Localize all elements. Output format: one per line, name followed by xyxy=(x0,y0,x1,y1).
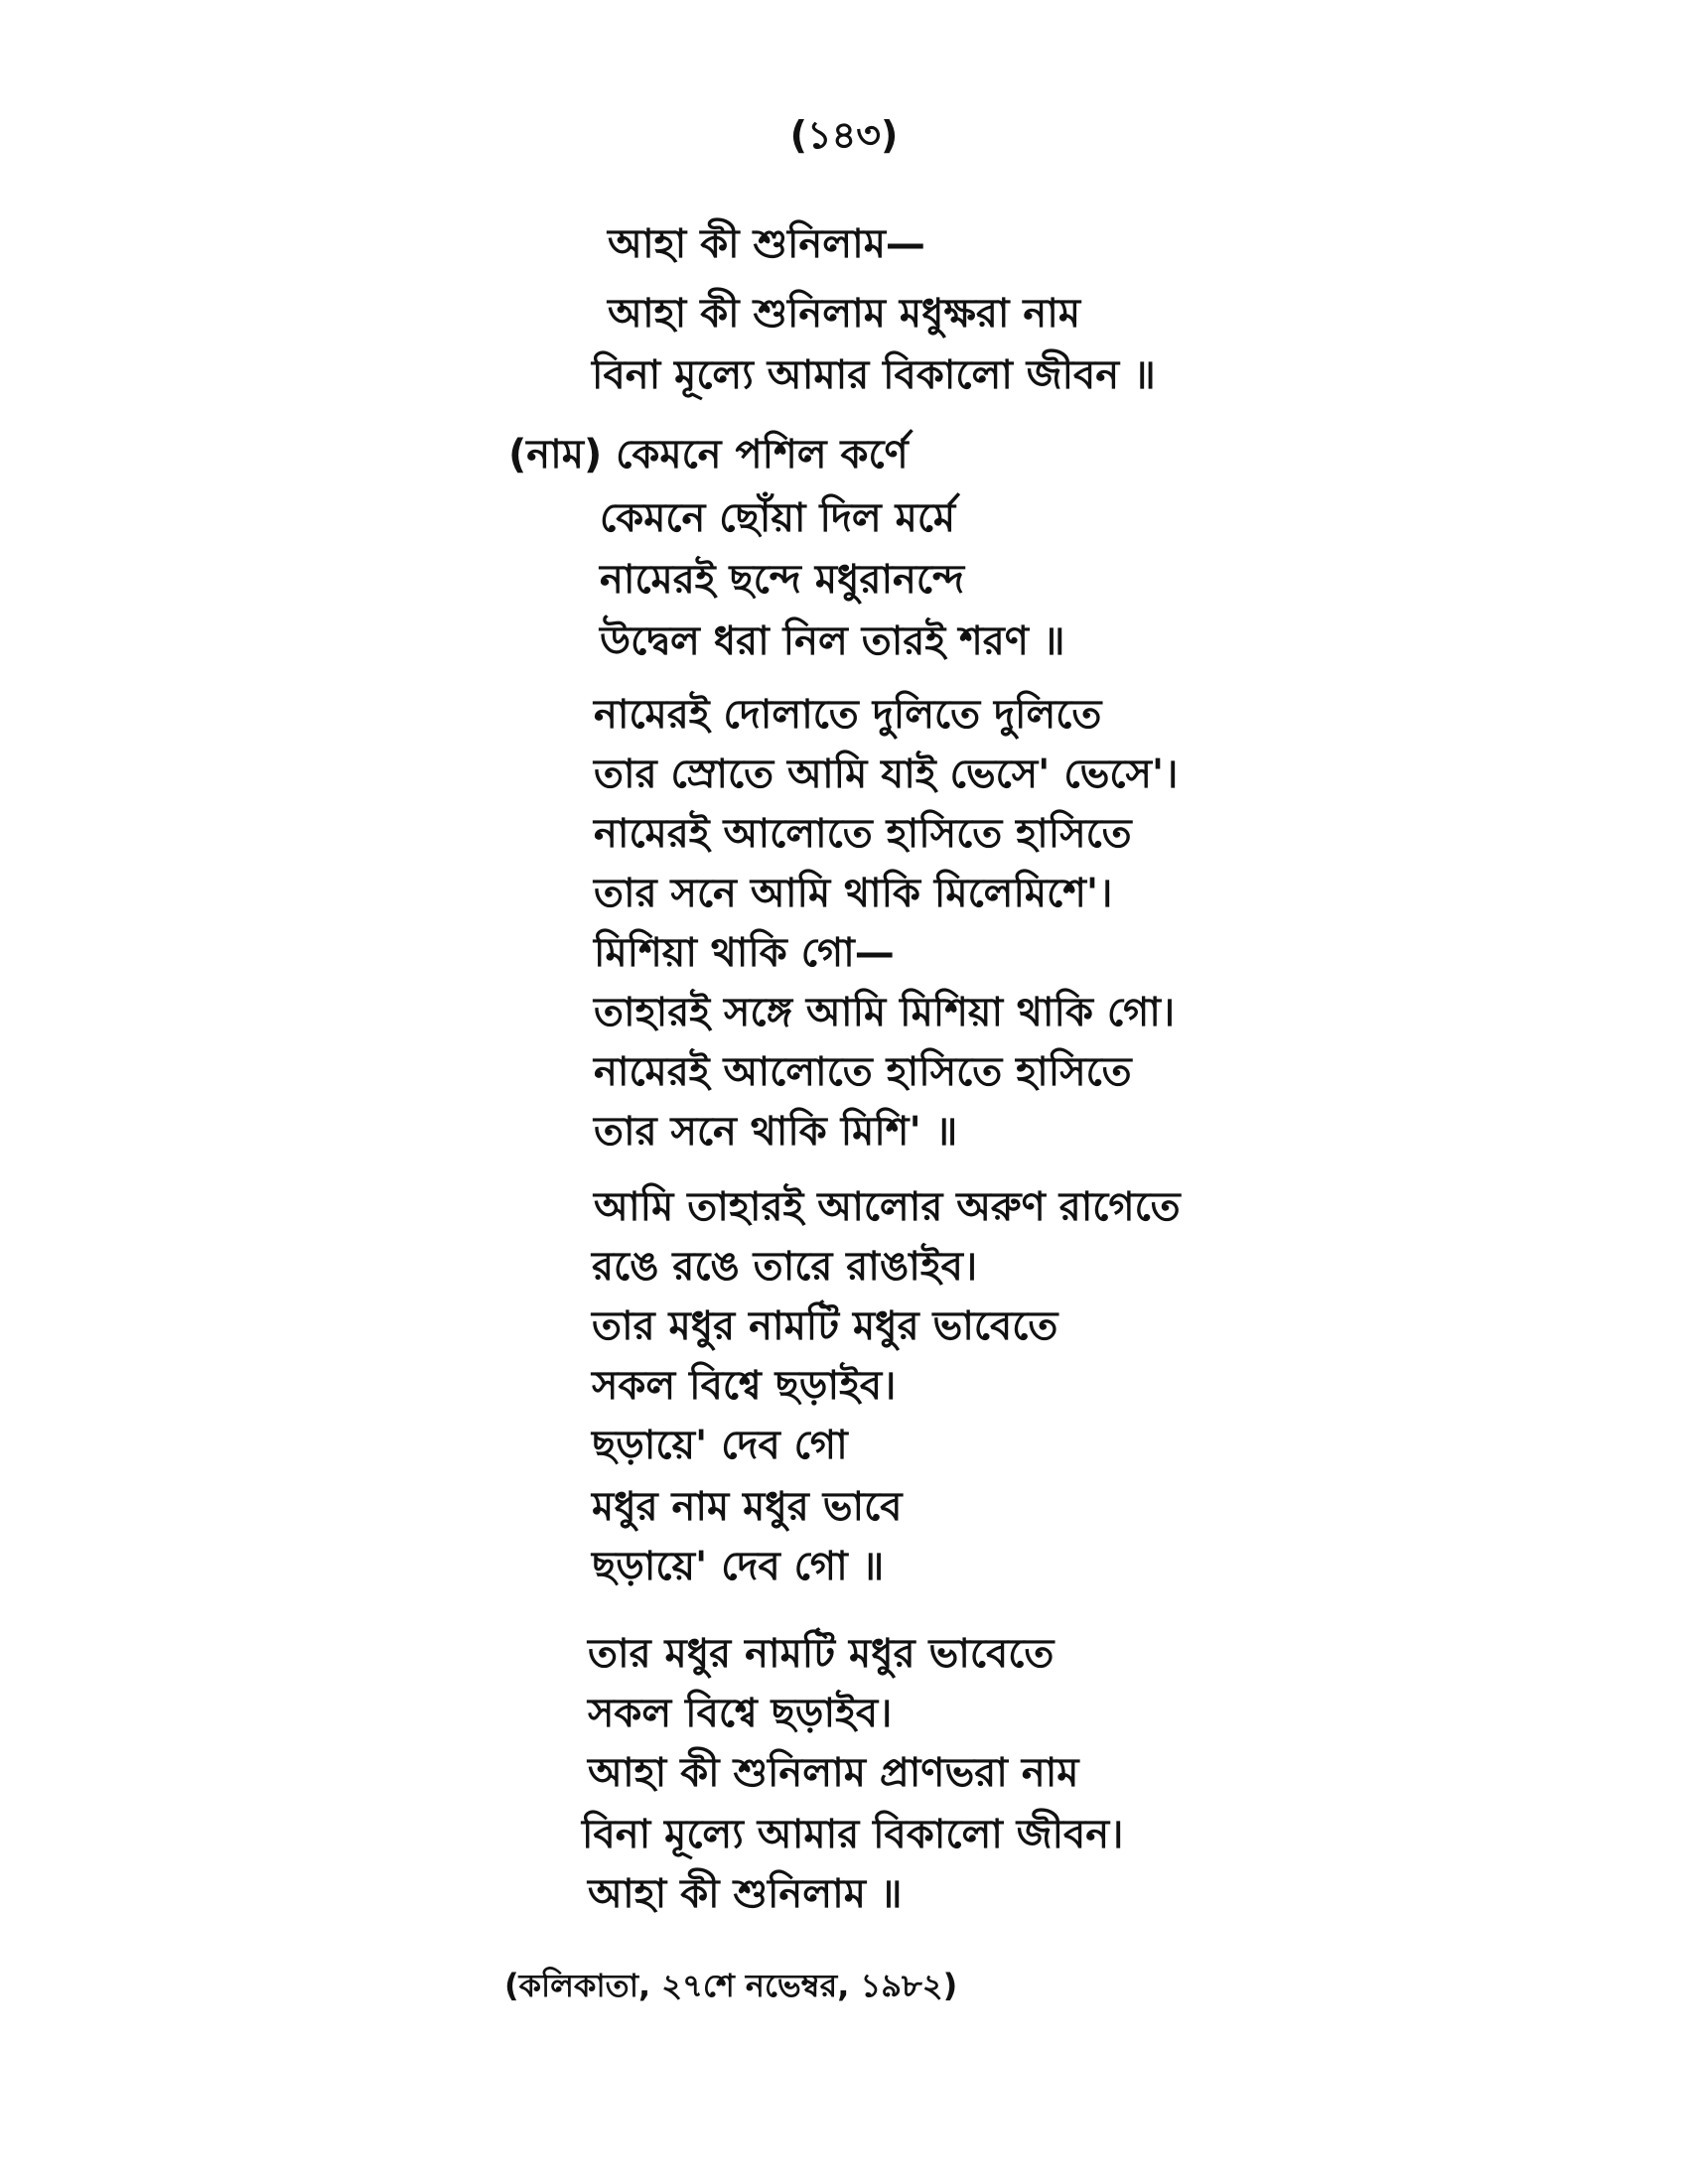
verse-line: বিনা মূল্যে আমার বিকালো জীবন ॥ xyxy=(592,352,1156,398)
verse-line: নামেরই ছন্দে মধুরানন্দে xyxy=(600,557,965,603)
verse-line: (নাম) কেমনে পশিল কর্ণে xyxy=(508,432,909,478)
place-date-note: (কলিকাতা, ২৭শে নভেম্বর, ১৯৮২) xyxy=(504,1967,958,2004)
verse-line: নামেরই আলোতে হাসিতে হাসিতে xyxy=(594,1049,1132,1095)
verse-line: ছড়ায়ে' দেব গো xyxy=(592,1423,848,1468)
verse-line: নামেরই দোলাতে দুলিতে দুলিতে xyxy=(594,692,1102,738)
verse-line: আমি তাহারই আলোর অরুণ রাগেতে xyxy=(594,1184,1181,1230)
verse-line: তার স্রোতে আমি যাই ভেসে' ভেসে'। xyxy=(594,751,1179,797)
page-number: (১৪৩) xyxy=(789,113,899,157)
verse-line: মধুর নাম মধুর ভাবে xyxy=(592,1484,903,1530)
verse-line: রঙে রঙে তারে রাঙাইব। xyxy=(592,1244,978,1290)
verse-line: সকল বিশ্বে ছড়াইব। xyxy=(592,1363,897,1409)
verse-line: তাহারই সঙ্গে আমি মিশিয়া থাকি গো। xyxy=(594,990,1176,1035)
verse-line: আহা কী শুনিলাম প্রাণভরা নাম xyxy=(588,1750,1079,1796)
verse-line: আহা কী শুনিলাম— xyxy=(608,221,925,267)
verse-line: ছড়ায়ে' দেব গো ॥ xyxy=(592,1544,885,1589)
verse-line: কেমনে ছোঁয়া দিল মর্মে xyxy=(600,495,956,541)
verse-line: আহা কী শুনিলাম ॥ xyxy=(588,1871,903,1917)
verse-line: তার মধুর নামটি মধুর ভাবেতে xyxy=(592,1303,1058,1349)
verse-line: বিনা মূল্যে আমার বিকালো জীবন। xyxy=(582,1812,1124,1857)
verse-line: তার মধুর নামটি মধুর ভাবেতে xyxy=(588,1631,1055,1677)
verse-line: তার সনে আমি থাকি মিলেমিশে'। xyxy=(594,871,1113,916)
verse-line: সকল বিশ্বে ছড়াইব। xyxy=(588,1691,893,1736)
verse-line: মিশিয়া থাকি গো— xyxy=(594,930,895,976)
verse-line: উদ্বেল ধরা নিল তারই শরণ ॥ xyxy=(600,618,1065,664)
verse-line: আহা কী শুনিলাম মধুক্ষরা নাম xyxy=(608,291,1081,337)
verse-line: তার সনে থাকি মিশি' ॥ xyxy=(594,1109,958,1155)
verse-line: নামেরই আলোতে হাসিতে হাসিতে xyxy=(594,811,1132,857)
